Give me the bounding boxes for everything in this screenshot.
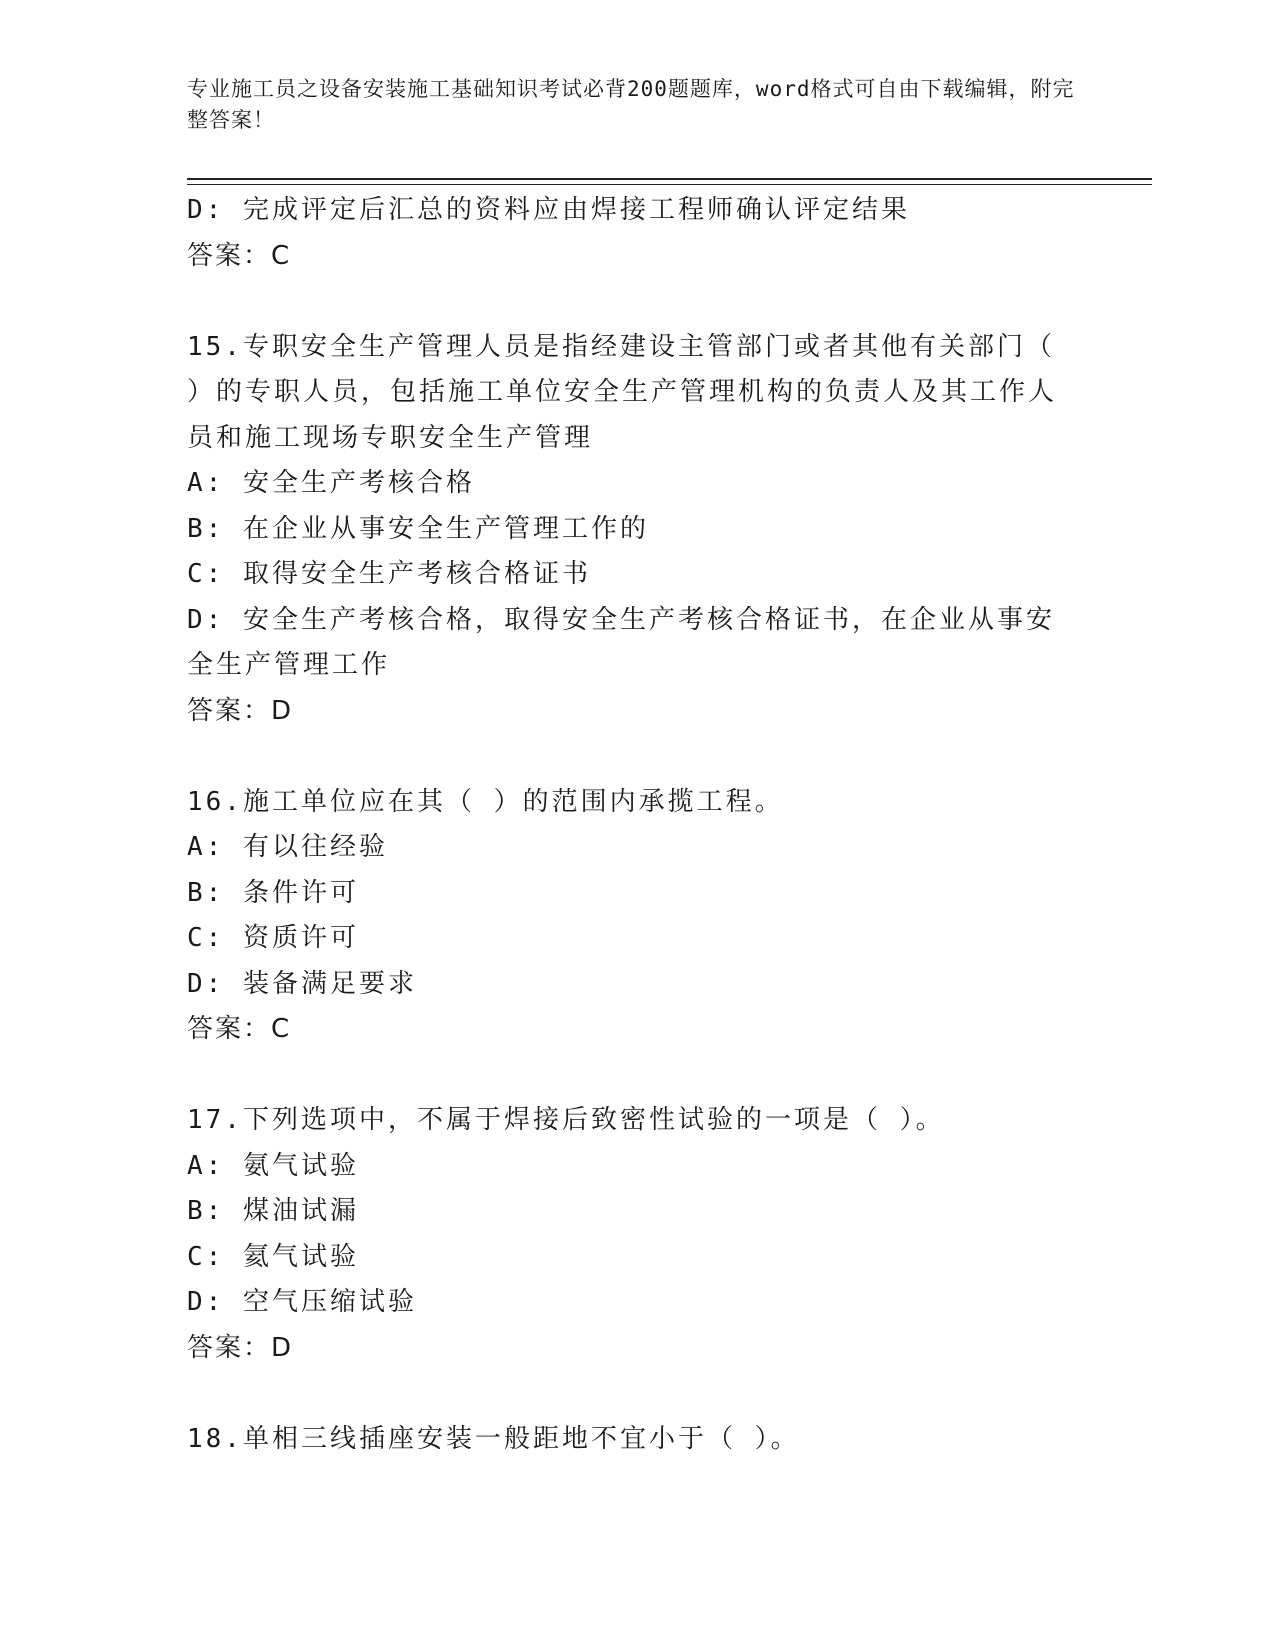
question-16 xyxy=(187,780,1077,1053)
option-d: D: 安全生产考核合格，取得安全生产考核合格证书，在企业从事安全生产管理工作 xyxy=(187,604,1055,680)
question-17 xyxy=(187,1098,1077,1371)
spacer xyxy=(187,1053,1077,1099)
option-c: C: 氦气试验 xyxy=(187,1241,359,1272)
question-stem: 18.单相三线插座安装一般距地不宜小于（ ）。 xyxy=(187,1423,800,1454)
question-15 xyxy=(187,325,1077,735)
option-c: C: 资质许可 xyxy=(187,923,359,953)
option-b: B: 煤油试漏 xyxy=(187,1196,359,1226)
prev-answer: 答案：C xyxy=(187,240,292,271)
document-body xyxy=(187,188,1077,1462)
option-b: B: 条件许可 xyxy=(187,877,359,908)
spacer xyxy=(187,1371,1077,1417)
option-a: A: 氨气试验 xyxy=(187,1150,359,1181)
question-18 xyxy=(187,1417,1077,1463)
option-a: A: 安全生产考核合格 xyxy=(187,468,475,498)
header-divider-thin xyxy=(187,184,1152,185)
option-d: D: 装备满足要求 xyxy=(187,968,417,999)
document-header: 专业施工员之设备安装施工基础知识考试必背200题题库，word格式可自由下载编辑，附完整答案！ xyxy=(187,77,1075,132)
option-c: C: 取得安全生产考核合格证书 xyxy=(187,559,591,589)
question-stem: 17.下列选项中，不属于焊接后致密性试验的一项是（ ）。 xyxy=(187,1105,945,1135)
option-a: A: 有以往经验 xyxy=(187,832,388,862)
option-d: D: 空气压缩试验 xyxy=(187,1287,417,1317)
question-stem: 16.施工单位应在其（ ）的范围内承揽工程。 xyxy=(187,786,784,817)
prev-option-d: D: 完成评定后汇总的资料应由焊接工程师确认评定结果 xyxy=(187,195,910,225)
option-b: B: 在企业从事安全生产管理工作的 xyxy=(187,513,649,544)
question-stem: 15.专职安全生产管理人员是指经建设主管部门或者其他有关部门（ ）的专职人员，包括施工单位安全生产管理机构的负责人及其工作人员和施工现场专职安全生产管理 xyxy=(187,331,1074,453)
spacer xyxy=(187,734,1077,780)
header-divider-thick xyxy=(187,178,1152,180)
answer: 答案：D xyxy=(187,1332,294,1363)
answer: 答案：C xyxy=(187,1014,292,1044)
spacer xyxy=(187,279,1077,325)
answer: 答案：D xyxy=(187,695,294,726)
